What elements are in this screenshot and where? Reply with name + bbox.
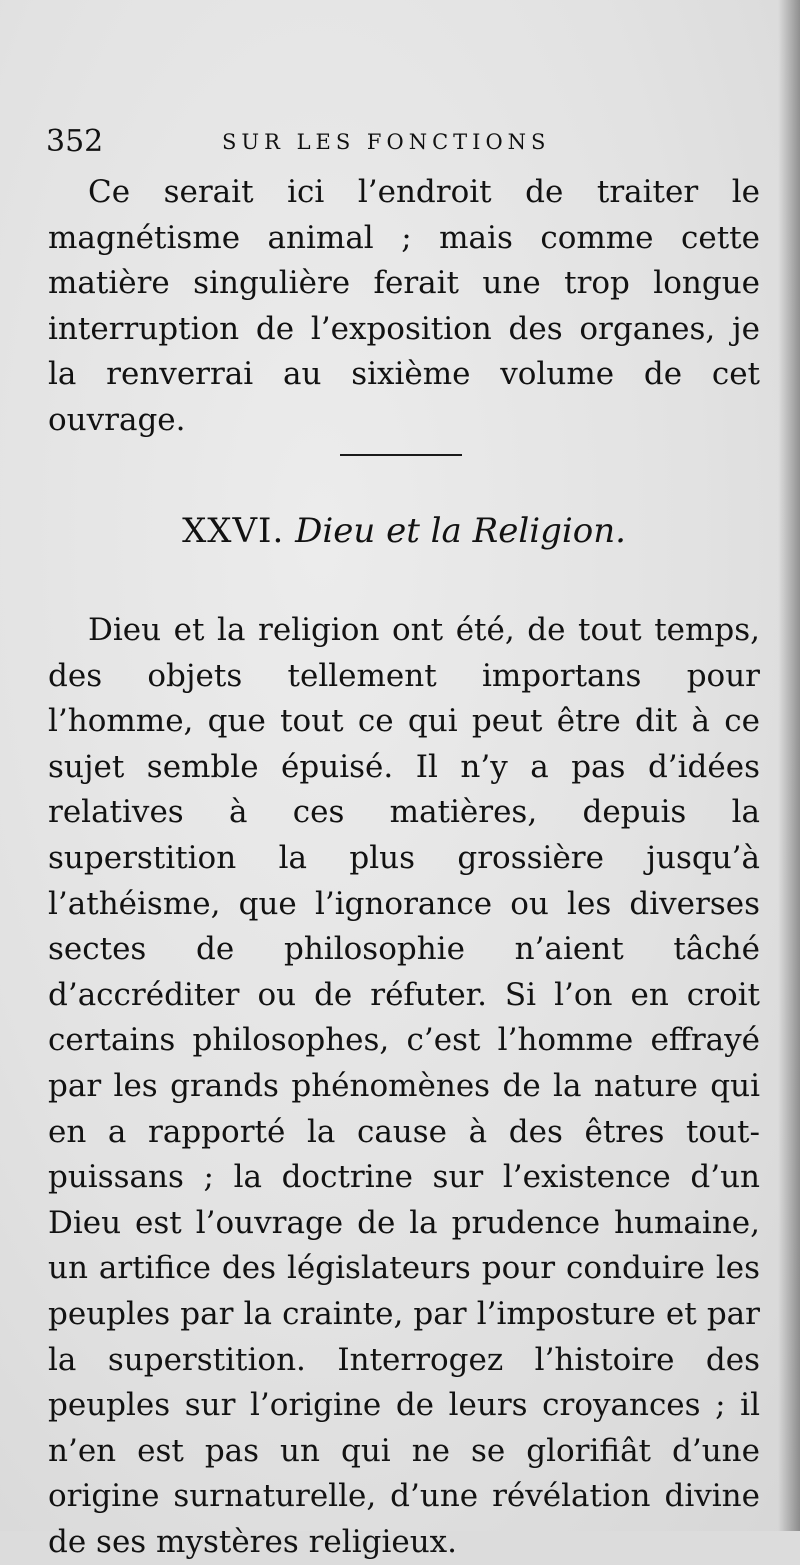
page-header <box>46 122 766 162</box>
paragraph-dieu-religion: Dieu et la religion ont été, de tout temps, des objets tellement importans pour l’homme, que tout ce qui peut être dit à ce sujet semble épuisé. Il n’y a pas d’idées relatives à ces matières, depuis la superstition la plus grossière jusqu’à l’athéisme, que l’ignorance ou les diverses sectes de philosophie n’aient tâché d’accréditer ou de réfuter. Si l’on en croit certains philosophes, c’est l’homme effrayé par les grands phénomènes de la nature qui en a rapporté la cause à des êtres tout-puissans ; la doctrine sur l’existence d’un Dieu est l’ouvrage de la prudence humaine, un artifice des législateurs pour conduire les peuples par la crainte, par l’imposture et par la superstition. Interrogez l’histoire des peuples sur l’origine de leurs croyances ; il n’en est pas un qui ne se glorifiât d’une origine surnaturelle, d’une révélation divine de ses mystères religieux. <box>48 612 760 1560</box>
section-heading <box>48 508 760 554</box>
section-number: XXVI. <box>182 511 285 551</box>
paragraph-magnetisme: Ce serait ici l’endroit de traiter le magnétisme animal ; mais comme cette matière singulière ferait une trop longue interruption de l’exposition des organes, je la renverrai au sixième volume de cet ouvrage. <box>48 174 760 438</box>
section-title: Dieu et la Religion. <box>295 511 626 551</box>
running-head: SUR LES FONCTIONS <box>222 130 551 154</box>
section-divider <box>340 454 462 456</box>
page-number: 352 <box>46 124 104 159</box>
